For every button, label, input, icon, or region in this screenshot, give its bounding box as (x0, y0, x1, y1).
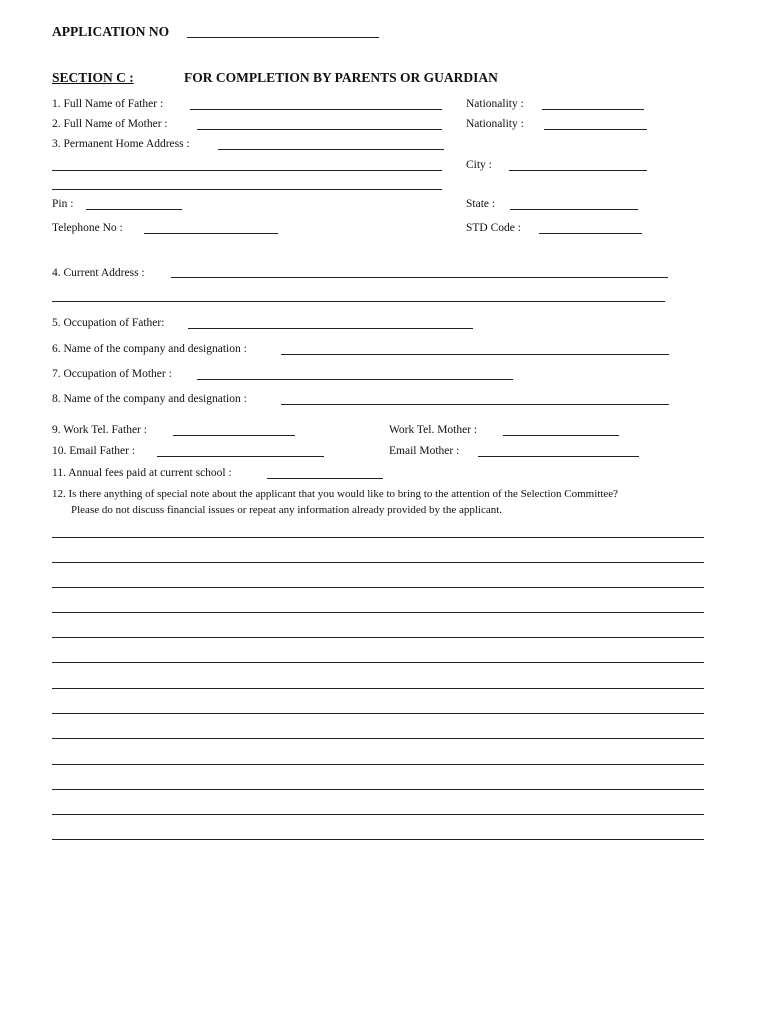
section-label: SECTION C : (52, 70, 134, 85)
special-note-line[interactable] (52, 738, 704, 739)
work-tel-mother-label: Work Tel. Mother : (389, 424, 478, 436)
special-note-instruction: Please do not discuss financial issues or repeat any information already provided by the applicant. (71, 504, 503, 516)
email-father-label: 10. Email Father : (52, 445, 136, 457)
current-address-field-1[interactable] (171, 277, 668, 278)
telephone-label: Telephone No : (52, 222, 123, 234)
application-no-label: APPLICATION NO (52, 24, 170, 39)
annual-fees-label: 11. Annual fees paid at current school : (52, 467, 232, 479)
special-note-line[interactable] (52, 764, 704, 765)
std-code-label: STD Code : (466, 222, 521, 234)
special-note-line[interactable] (52, 662, 704, 663)
annual-fees-field[interactable] (267, 478, 383, 479)
father-nationality-field[interactable] (542, 109, 644, 110)
state-label: State : (466, 198, 496, 210)
pin-field[interactable] (86, 209, 182, 210)
city-label: City : (466, 159, 492, 171)
work-tel-father-field[interactable] (173, 435, 295, 436)
occupation-father-label: 5. Occupation of Father: (52, 317, 165, 329)
permanent-address-field-3[interactable] (52, 189, 442, 190)
father-nationality-label: Nationality : (466, 98, 524, 110)
occupation-mother-label: 7. Occupation of Mother : (52, 368, 172, 380)
current-address-label: 4. Current Address : (52, 267, 145, 279)
std-code-field[interactable] (539, 233, 642, 234)
special-note-line[interactable] (52, 637, 704, 638)
company-mother-label: 8. Name of the company and designation : (52, 393, 247, 405)
work-tel-father-label: 9. Work Tel. Father : (52, 424, 147, 436)
permanent-address-field-1[interactable] (218, 149, 444, 150)
email-father-field[interactable] (157, 456, 324, 457)
special-note-line[interactable] (52, 562, 704, 563)
application-no-field[interactable] (187, 37, 379, 38)
company-father-field[interactable] (281, 354, 669, 355)
special-note-line[interactable] (52, 713, 704, 714)
section-title: FOR COMPLETION BY PARENTS OR GUARDIAN (184, 70, 498, 85)
occupation-father-field[interactable] (188, 328, 473, 329)
special-note-line[interactable] (52, 537, 704, 538)
special-note-line[interactable] (52, 612, 704, 613)
work-tel-mother-field[interactable] (503, 435, 619, 436)
email-mother-field[interactable] (478, 456, 639, 457)
special-note-question: 12. Is there anything of special note about the applicant that you would like to bring to the attention of the Selection Committee? (52, 488, 619, 500)
mother-nationality-field[interactable] (544, 129, 647, 130)
permanent-address-label: 3. Permanent Home Address : (52, 138, 190, 150)
mother-nationality-label: Nationality : (466, 118, 524, 130)
special-note-line[interactable] (52, 839, 704, 840)
company-mother-field[interactable] (281, 404, 669, 405)
mother-name-field[interactable] (197, 129, 442, 130)
current-address-field-2[interactable] (52, 301, 665, 302)
special-note-line[interactable] (52, 688, 704, 689)
special-note-line[interactable] (52, 789, 704, 790)
telephone-field[interactable] (144, 233, 278, 234)
father-name-label: 1. Full Name of Father : (52, 98, 164, 110)
company-father-label: 6. Name of the company and designation : (52, 343, 247, 355)
occupation-mother-field[interactable] (197, 379, 513, 380)
permanent-address-field-2[interactable] (52, 170, 442, 171)
city-field[interactable] (509, 170, 647, 171)
pin-label: Pin : (52, 198, 74, 210)
email-mother-label: Email Mother : (389, 445, 460, 457)
father-name-field[interactable] (190, 109, 442, 110)
special-note-line[interactable] (52, 814, 704, 815)
special-note-line[interactable] (52, 587, 704, 588)
state-field[interactable] (510, 209, 638, 210)
mother-name-label: 2. Full Name of Mother : (52, 118, 168, 130)
